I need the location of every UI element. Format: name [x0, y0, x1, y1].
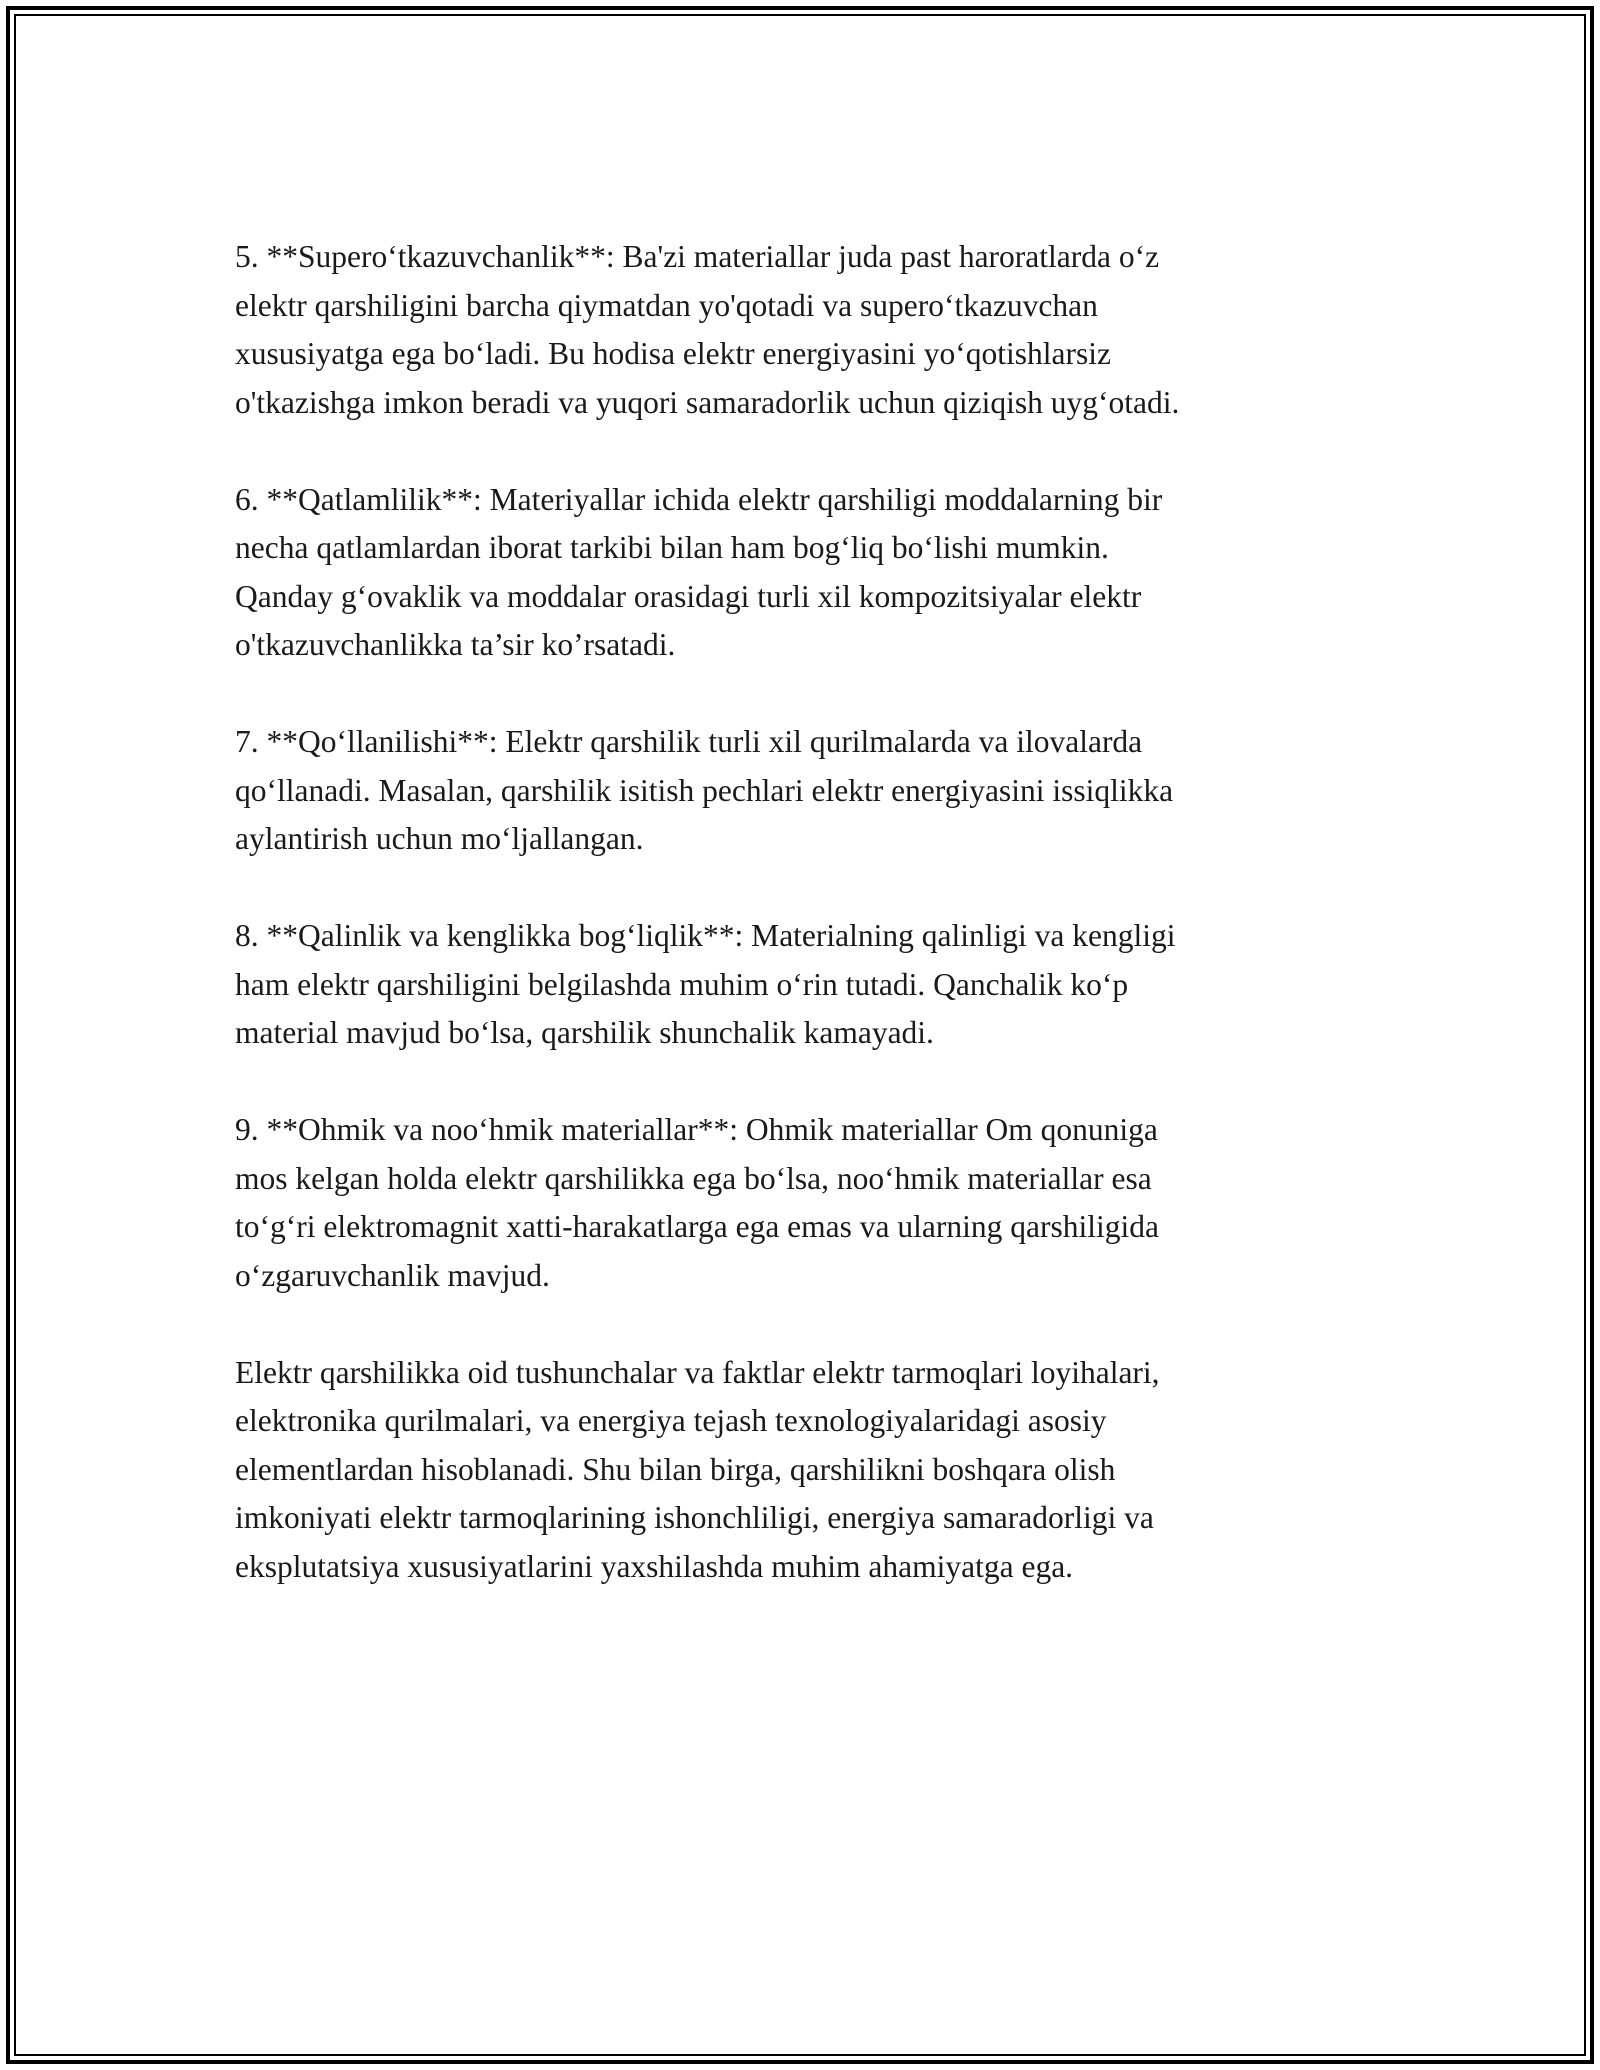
paragraph-ohmic-materials: 9. **Ohmik va noo‘hmik materiallar**: Ohmik materiallar Om qonuniga mos kelgan holda elektr qarshilikka ega bo‘lsa, noo‘hmik materiallar esa to‘g‘ri elektromagnit xatti-harakatlarga ega emas va ularning qarshiligida o‘zgaruvchanlik mavjud. [235, 1112, 1159, 1293]
paragraph-layering: 6. **Qatlamlilik**: Materiyallar ichida elektr qarshiligi moddalarning bir necha qatlamlardan iborat tarkibi bilan ham bog‘liq bo‘lishi mumkin. Qanday g‘ovaklik va moddalar orasidagi turli xil kompozitsiyalar elektr o'tkazuvchanlikka ta’sir ko’rsatadi. [235, 481, 1163, 662]
paragraph-conclusion: Elektr qarshilikka oid tushunchalar va faktlar elektr tarmoqlari loyihalari, elektronika qurilmalari, va energiya tejash texnologiyalaridagi asosiy elementlardan hisoblanadi. Shu bilan birga, qarshilikni boshqara olish imkoniyati elektr tarmoqlarining ishonchliligi, energiya samaradorligi va eksplutatsiya xususiyatlarini yaxshilashda muhim ahamiyatga ega. [235, 1354, 1160, 1584]
paragraph-thickness-width: 8. **Qalinlik va kenglikka bog‘liqlik**: Materialning qalinligi va kengligi ham elektr qarshiligini belgilashda muhim o‘rin tutadi. Qanchalik ko‘p material mavjud bo‘lsa, qarshilik shunchalik kamayadi. [235, 918, 1176, 1050]
paragraph-applications: 7. **Qo‘llanilishi**: Elektr qarshilik turli xil qurilmalarda va ilovalarda qo‘llanadi. Masalan, qarshilik isitish pechlari elektr energiyasini issiqlikka aylantirish uchun mo‘ljallangan. [235, 724, 1174, 856]
paragraph-superconductivity: 5. **Supero‘tkazuvchanlik**: Ba'zi materiallar juda past haroratlarda o‘z elektr qarshiligini barcha qiymatdan yo'qotadi va supero‘tkazuvchan xususiyatga ega bo‘ladi. Bu hodisa elektr energiyasini yo‘qotishlarsiz o'tkazishga imkon beradi va yuqori samaradorlik uchun qiziqish uyg‘otadi. [235, 239, 1180, 420]
document-body [235, 233, 1375, 1640]
